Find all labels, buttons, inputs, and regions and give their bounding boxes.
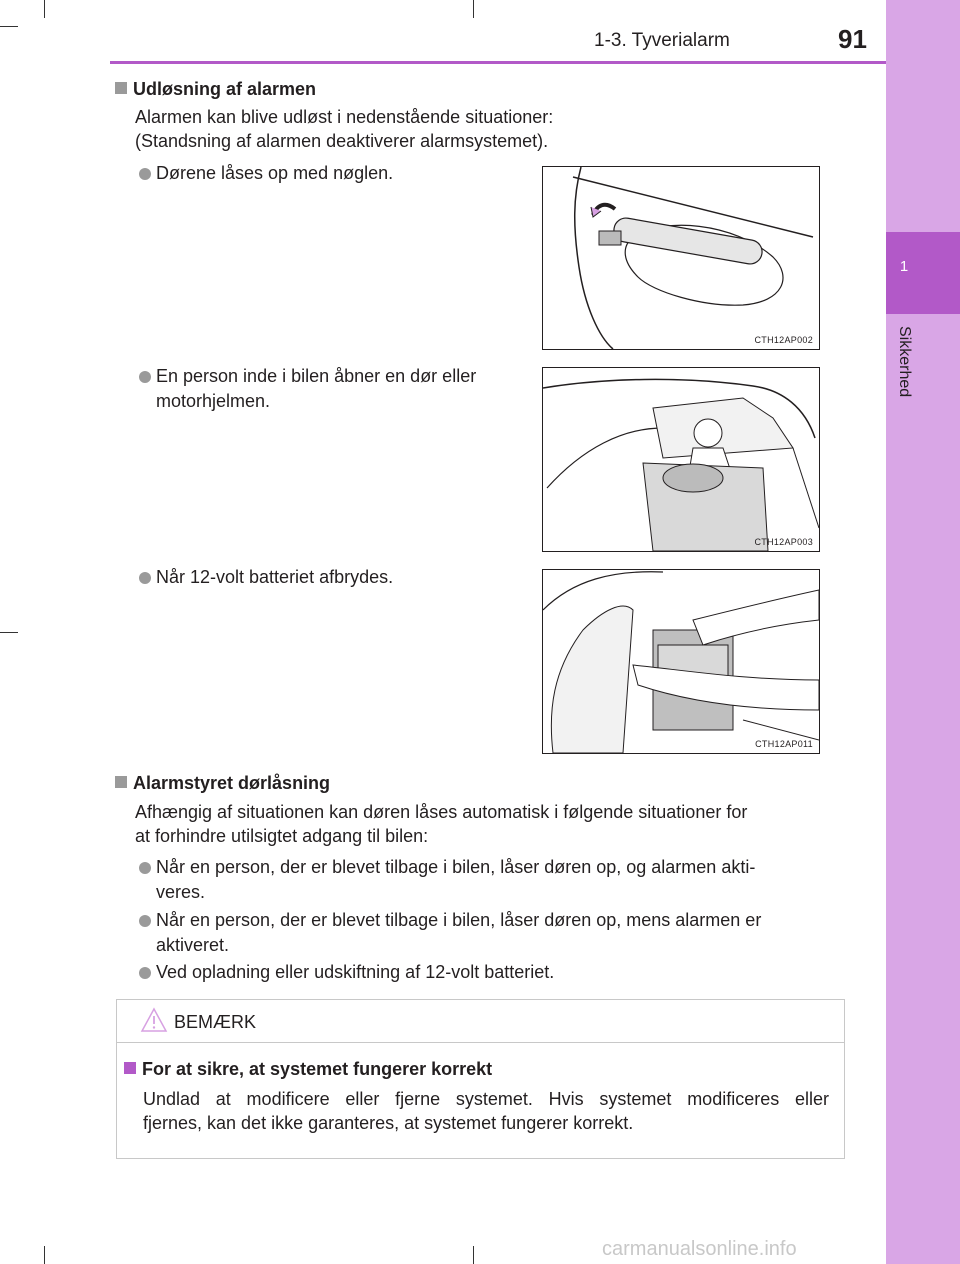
- bullet-item: Dørene låses op med nøglen.: [156, 163, 394, 183]
- watermark: carmanualsonline.info: [602, 1238, 797, 1260]
- figure-door-key: [542, 166, 820, 350]
- crop-mark: [0, 26, 18, 27]
- crop-mark: [473, 1246, 474, 1264]
- bullet-item: Når 12-volt batteriet afbrydes.: [156, 567, 394, 587]
- chapter-label: Sikkerhed: [896, 326, 913, 398]
- bullet-dot-icon: [139, 168, 151, 180]
- bullet-dot-icon: [139, 915, 151, 927]
- section-intro: Alarmen kan blive udløst i nedenstående situationer: (Standsning af alarmen deaktiverer alarmsystemet).: [135, 107, 554, 151]
- notice-heading: For at sikre, at systemet fungerer korrekt: [124, 1059, 492, 1080]
- bullet-item: Når en person, der er blevet tilbage i bilen, låser døren op, mens alarmen er aktiveret.: [156, 910, 762, 955]
- notice-body: Undlad at modificere eller fjerne systemet. Hvis systemet modificeres eller fjernes, kan det ikke garanteres, at systemet fungerer korrekt.: [143, 1089, 829, 1133]
- battery-illustration: [543, 570, 819, 753]
- crop-mark: [44, 1246, 45, 1264]
- page-number: 91: [838, 24, 867, 54]
- bullet-item: En person inde i bilen åbner en dør eller motorhjelmen.: [156, 366, 477, 411]
- running-header: 1-3. Tyverialarm: [594, 30, 730, 51]
- section-heading: Alarmstyret dørlåsning: [115, 773, 330, 794]
- chapter-side-tab: [886, 0, 960, 1264]
- bullet-dot-icon: [139, 862, 151, 874]
- car-interior-illustration: [543, 368, 819, 551]
- bullet-item: Når en person, der er blevet tilbage i bilen, låser døren op, og alarmen akti- veres.: [156, 857, 756, 902]
- header-rule: [110, 61, 886, 64]
- bullet-item: Ved opladning eller udskiftning af 12-volt batteriet.: [156, 962, 555, 982]
- crop-mark: [44, 0, 45, 18]
- square-bullet-icon: [115, 776, 127, 788]
- door-handle-illustration: [543, 167, 819, 349]
- crop-mark: [473, 0, 474, 18]
- figure-person-opens-door: [542, 367, 820, 552]
- square-bullet-icon: [124, 1062, 136, 1074]
- bullet-dot-icon: [139, 572, 151, 584]
- bullet-dot-icon: [139, 967, 151, 979]
- section-heading: Udløsning af alarmen: [115, 79, 316, 100]
- crop-mark: [0, 632, 18, 633]
- figure-battery-disconnect: [542, 569, 820, 754]
- warning-triangle-icon: [140, 1007, 168, 1033]
- section-intro: Afhængig af situationen kan døren låses automatisk i følgende situationer for at forhindre utilsigtet adgang til bilen:: [135, 802, 748, 846]
- notice-divider: [116, 1042, 845, 1043]
- square-bullet-icon: [115, 82, 127, 94]
- chapter-number: 1: [899, 258, 909, 275]
- figure-code: CTH12AP011: [755, 739, 813, 749]
- notice-label: BEMÆRK: [174, 1012, 257, 1032]
- figure-code: CTH12AP002: [754, 335, 813, 345]
- bullet-dot-icon: [139, 371, 151, 383]
- figure-code: CTH12AP003: [754, 537, 813, 547]
